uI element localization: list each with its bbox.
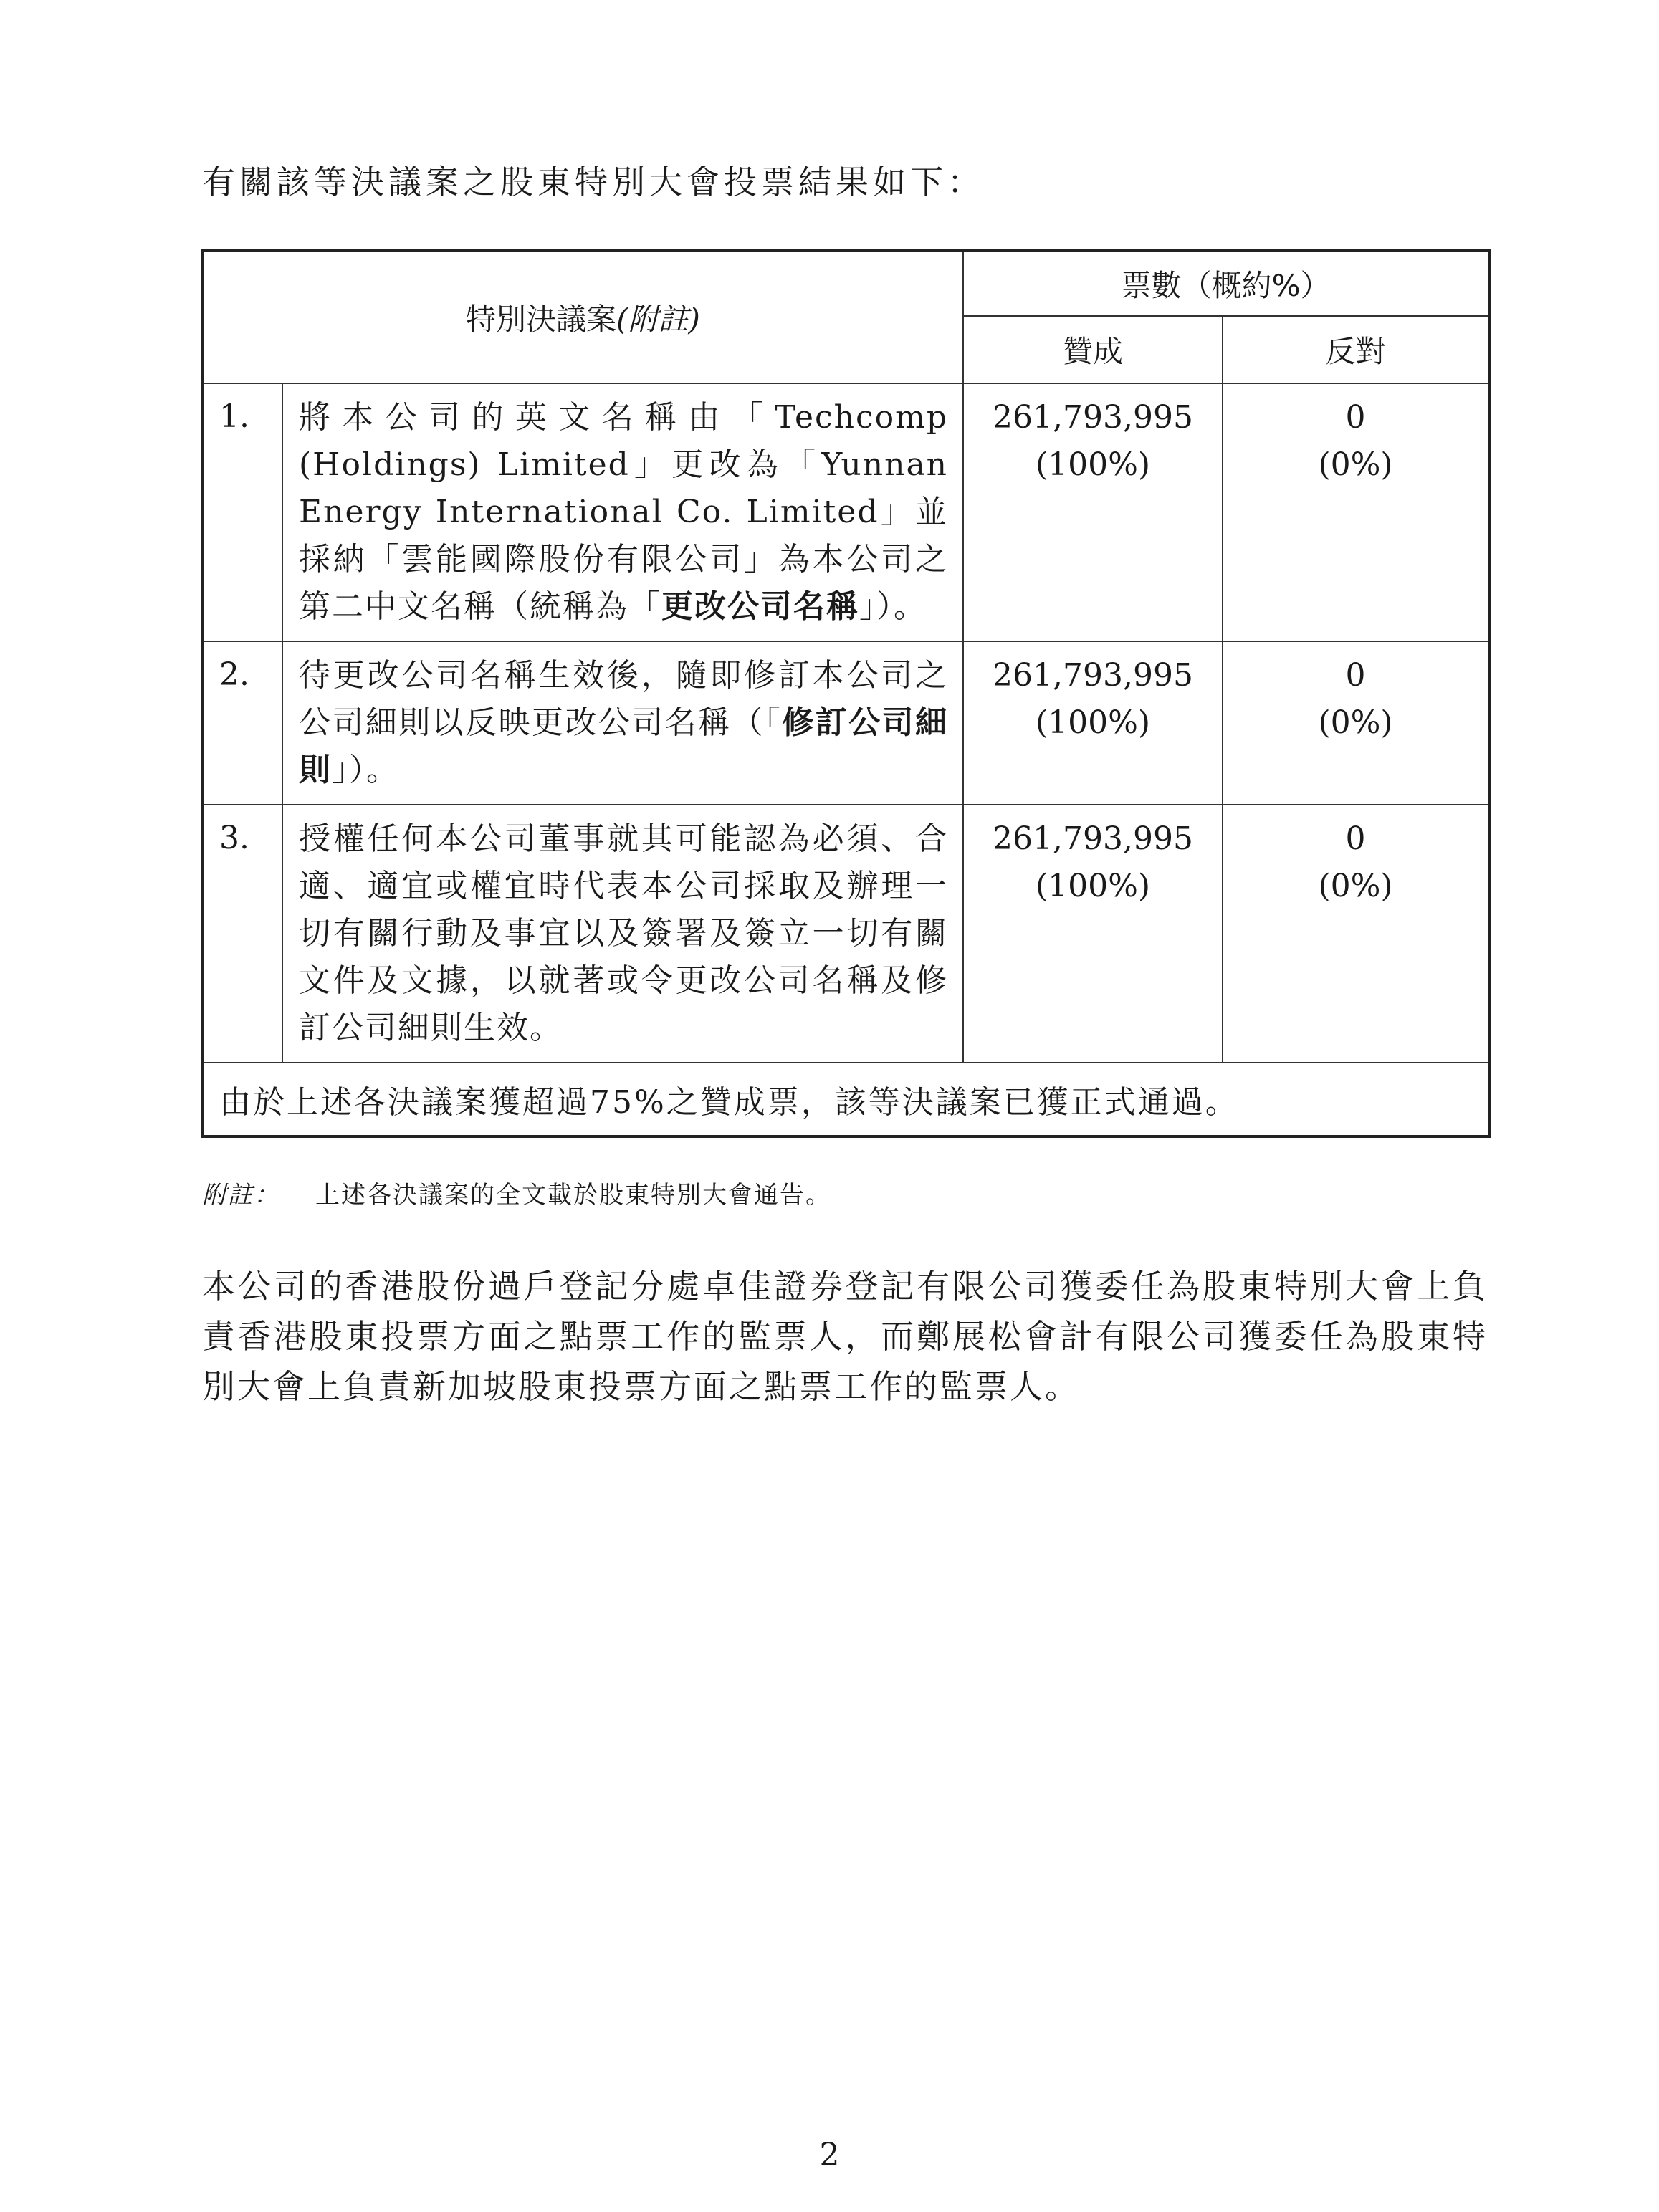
row-number: 3. (202, 805, 282, 1063)
votes-for-count: 261,793,995 (993, 820, 1193, 857)
votes-for (963, 805, 1223, 1063)
header-for: 贊成 (963, 316, 1223, 383)
resolution-text (282, 383, 963, 641)
votes-for-percent: (100%) (1035, 704, 1151, 741)
votes-for (963, 383, 1223, 641)
footnote-text: 上述各決議案的全文載於股東特別大會通告。 (315, 1181, 831, 1210)
table-row (202, 805, 1489, 1063)
votes-against (1223, 805, 1489, 1063)
resolution-text-part: 待更改公司名稱生效後，隨即修訂本公司之公司細則以反映更改公司名稱（「 (299, 657, 949, 741)
footnote-label: 附註： (202, 1181, 279, 1210)
votes-against-count: 0 (1345, 399, 1366, 436)
summary-row (202, 1063, 1489, 1136)
votes-against (1223, 383, 1489, 641)
row-number: 2. (202, 641, 282, 805)
row-number: 1. (202, 383, 282, 641)
resolution-text (282, 805, 963, 1063)
votes-against-count: 0 (1345, 657, 1366, 694)
resolution-text-part: 將本公司的英文名稱由「Techcomp (Holdings) Limited」更改為「Yunnan Energy International Co. Limited」並採納「雲能國際股份有限公司」為本公司之第二中文名稱（統稱為「 (299, 399, 949, 625)
header-resolution-label: 特別決議案 (466, 302, 617, 337)
header-votes: 票數（概約%） (963, 251, 1489, 316)
header-against: 反對 (1223, 316, 1489, 383)
table-row (202, 641, 1489, 805)
votes-against-percent: (0%) (1318, 868, 1393, 904)
votes-for-percent: (100%) (1035, 868, 1151, 904)
header-resolution-note: (附註) (616, 302, 700, 337)
resolution-text (282, 641, 963, 805)
votes-against (1223, 641, 1489, 805)
intro-text: 有關該等決議案之股東特別大會投票結果如下： (202, 163, 985, 201)
footnote (202, 1175, 831, 1210)
voting-results-table (201, 249, 1491, 1138)
summary-text: 由於上述各決議案獲超過75%之贊成票，該等決議案已獲正式通過。 (202, 1063, 1489, 1136)
page-number: 2 (819, 2137, 840, 2173)
defined-term: 更改公司名稱 (661, 588, 859, 625)
votes-for (963, 641, 1223, 805)
votes-for-count: 261,793,995 (993, 399, 1193, 436)
votes-for-percent: (100%) (1035, 446, 1151, 483)
votes-for-count: 261,793,995 (993, 657, 1193, 694)
votes-against-percent: (0%) (1318, 446, 1393, 483)
table-row (202, 383, 1489, 641)
header-resolution (202, 251, 963, 383)
resolution-text-part: 」）。 (332, 752, 399, 788)
resolution-text-part: 」）。 (859, 588, 927, 625)
resolution-text-part: 授權任何本公司董事就其可能認為必須、合適、適宜或權宜時代表本公司採取及辦理一切有關行動及事宜以及簽署及簽立一切有關文件及文據，以就著或令更改公司名稱及修訂公司細則生效。 (299, 820, 949, 1046)
votes-against-percent: (0%) (1318, 704, 1393, 741)
votes-against-count: 0 (1345, 820, 1366, 857)
defined-term: 修訂公司細則 (299, 704, 949, 788)
body-paragraph: 本公司的香港股份過戶登記分處卓佳證券登記有限公司獲委任為股東特別大會上負責香港股東投票方面之點票工作的監票人，而鄭展松會計有限公司獲委任為股東特別大會上負責新加坡股東投票方面之點票工作的監票人。 (202, 1267, 1488, 1406)
